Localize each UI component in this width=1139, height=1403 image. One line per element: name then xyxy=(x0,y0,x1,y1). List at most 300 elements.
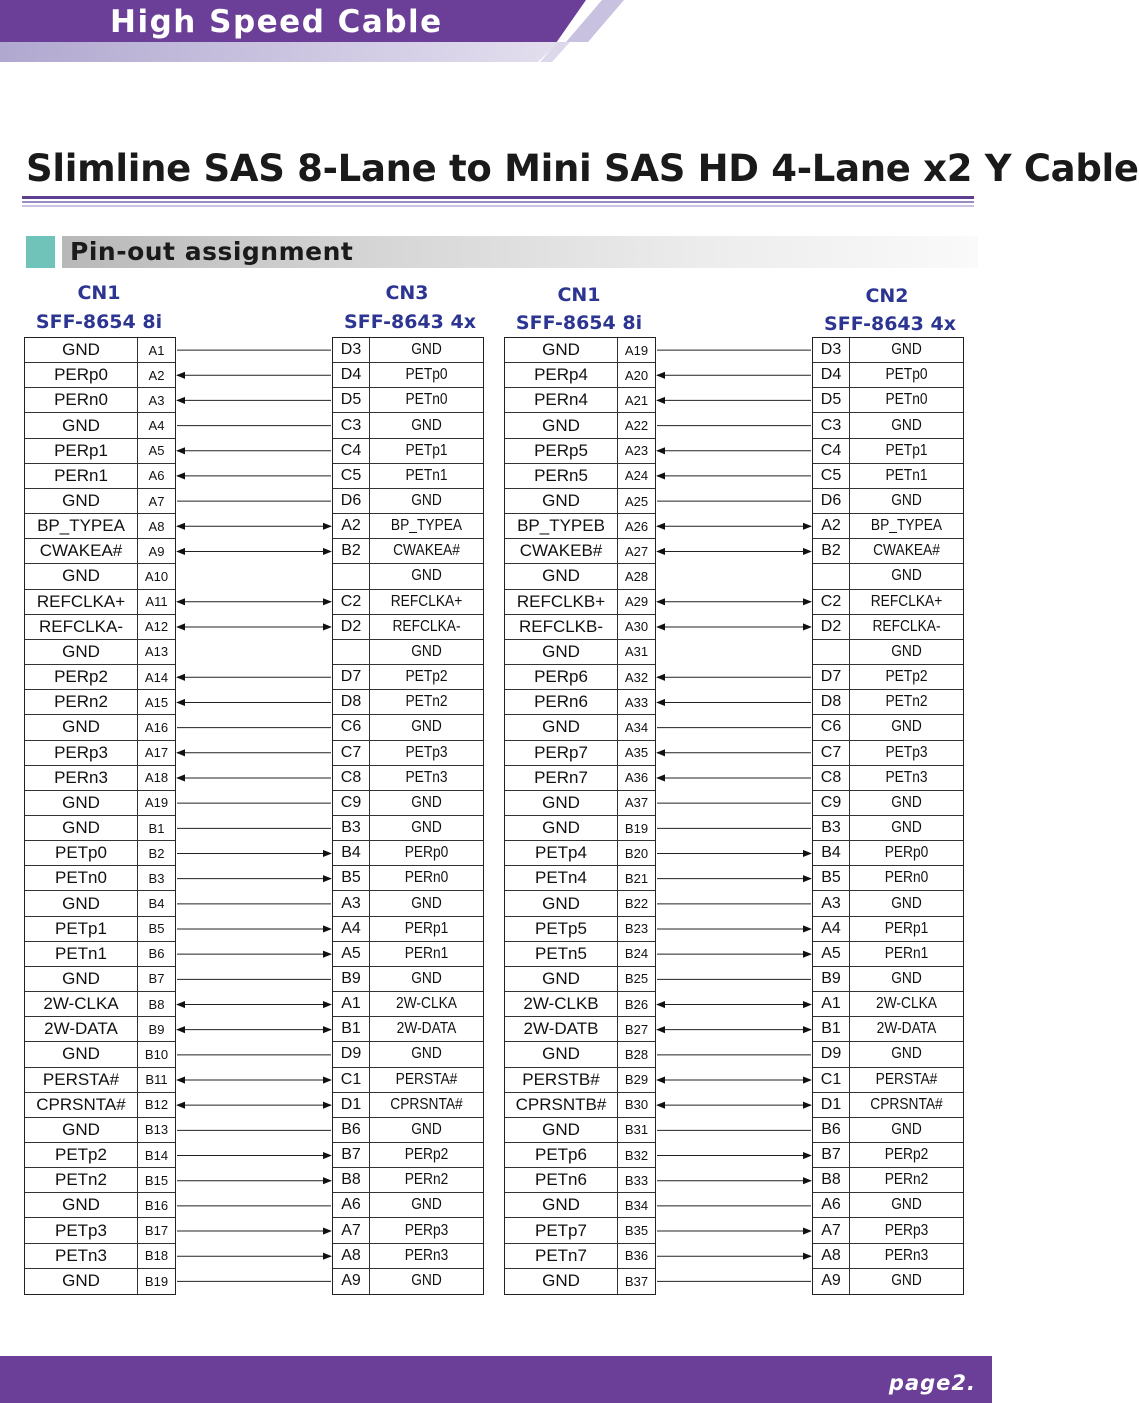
signal-name: CPRSNTA# xyxy=(36,1094,126,1114)
signal-name: PETp1 xyxy=(55,918,107,938)
pin-number: A9 xyxy=(333,1269,370,1294)
signal-name: GND xyxy=(891,1272,922,1290)
pin-number: A22 xyxy=(617,413,655,437)
pin-number: B27 xyxy=(617,1017,655,1041)
pin-number: A19 xyxy=(137,791,175,815)
signal-name: CWAKEA# xyxy=(393,542,460,560)
signal-name: PERp0 xyxy=(404,844,449,862)
signal-name: PERp3 xyxy=(884,1221,929,1239)
pin-number: B6 xyxy=(137,942,175,966)
signal-name: GND xyxy=(62,818,100,838)
pin-number: A7 xyxy=(333,1218,370,1242)
pin-number: A36 xyxy=(617,766,655,790)
pin-number: A34 xyxy=(617,715,655,739)
page-number: page2. xyxy=(888,1371,976,1395)
signal-name: GND xyxy=(542,893,580,913)
pin-number: A5 xyxy=(813,942,850,966)
pin-number: B23 xyxy=(617,917,655,941)
pin-number: B28 xyxy=(617,1042,655,1066)
pin-number: A1 xyxy=(813,992,850,1016)
pin-number: A7 xyxy=(137,489,175,513)
signal-name: GND xyxy=(542,340,580,360)
signal-name: REFCLKA- xyxy=(38,616,124,636)
signal-name: PERp6 xyxy=(534,667,588,687)
connector-type: SFF-8643 4x xyxy=(824,313,956,335)
signal-name: PERn3 xyxy=(404,1246,449,1264)
pin-number: A4 xyxy=(137,413,175,437)
signal-name: PETn3 xyxy=(55,1245,107,1265)
signal-name: GND xyxy=(542,491,580,511)
pin-number: D5 xyxy=(813,388,850,412)
signal-name: PERn4 xyxy=(534,390,588,410)
pin-number: A28 xyxy=(617,564,655,588)
signal-name: PERp0 xyxy=(884,844,929,862)
pin-number: A31 xyxy=(617,640,655,664)
pin-number: C7 xyxy=(813,741,850,765)
pin-number: B31 xyxy=(617,1118,655,1142)
signal-name: GND xyxy=(62,968,100,988)
pin-number: A19 xyxy=(617,338,655,362)
signal-name: 2W-CLKA xyxy=(396,995,457,1013)
signal-name: PERSTB# xyxy=(522,1069,600,1089)
signal-name: GND xyxy=(411,1272,442,1290)
pin-number: A8 xyxy=(813,1244,850,1268)
signal-name: GND xyxy=(891,492,922,510)
pin-number: A5 xyxy=(333,942,370,966)
signal-name: GND xyxy=(62,566,100,586)
pin-number: C4 xyxy=(333,439,370,463)
signal-name: GND xyxy=(542,818,580,838)
pin-number: B5 xyxy=(813,866,850,890)
signal-name: REFCLKB- xyxy=(518,616,604,636)
signal-name: PERn2 xyxy=(884,1171,929,1189)
pin-number: A14 xyxy=(137,665,175,689)
pin-number: B11 xyxy=(137,1068,175,1092)
pin-number: B9 xyxy=(813,967,850,991)
signal-name: GND xyxy=(542,1119,580,1139)
signal-name: PERn0 xyxy=(404,869,449,887)
signal-name: PERn6 xyxy=(534,692,588,712)
signal-name: PERn1 xyxy=(404,944,449,962)
signal-name: PERn2 xyxy=(54,692,108,712)
signal-name: PERp2 xyxy=(54,667,108,687)
pin-number: C8 xyxy=(813,766,850,790)
pin-number: C8 xyxy=(333,766,370,790)
pin-number: A23 xyxy=(617,439,655,463)
signal-name: 2W-DATA xyxy=(44,1019,118,1039)
signal-name: PERp1 xyxy=(54,440,108,460)
pin-number: B9 xyxy=(333,967,370,991)
pin-number: B18 xyxy=(137,1244,175,1268)
signal-name: REFCLKA- xyxy=(392,617,461,635)
signal-name: GND xyxy=(62,1119,100,1139)
signal-name: GND xyxy=(542,792,580,812)
signal-name: PETn7 xyxy=(535,1245,587,1265)
signal-name: GND xyxy=(891,1045,922,1063)
signal-name: PETp3 xyxy=(405,743,448,761)
signal-name: GND xyxy=(542,566,580,586)
connector-name: CN3 xyxy=(385,282,429,304)
pin-number: A33 xyxy=(617,690,655,714)
pin-number: B4 xyxy=(333,841,370,865)
signal-name: GND xyxy=(891,642,922,660)
pin-number: B25 xyxy=(617,967,655,991)
signal-name: PERSTA# xyxy=(875,1070,938,1088)
connector-type: SFF-8654 8i xyxy=(35,311,163,333)
pin-number: B5 xyxy=(137,917,175,941)
pin-number: B3 xyxy=(333,816,370,840)
signal-name: GND xyxy=(891,1120,922,1138)
pin-number: A27 xyxy=(617,539,655,563)
pin-number: B21 xyxy=(617,866,655,890)
signal-name: GND xyxy=(542,717,580,737)
page-title: Slimline SAS 8-Lane to Mini SAS HD 4-Lane x2 Y Cable xyxy=(26,147,1139,190)
pin-number: A21 xyxy=(617,388,655,412)
pin-number: A8 xyxy=(333,1244,370,1268)
pin-number: B26 xyxy=(617,992,655,1016)
pin-number: D9 xyxy=(333,1042,370,1066)
pin-number: C2 xyxy=(813,590,850,614)
pin-number: B3 xyxy=(137,866,175,890)
pin-number: C6 xyxy=(813,715,850,739)
pin-number: B6 xyxy=(813,1118,850,1142)
pin-number: B16 xyxy=(137,1193,175,1217)
pin-number: B9 xyxy=(137,1017,175,1041)
signal-name: GND xyxy=(62,717,100,737)
pin-number: A12 xyxy=(137,615,175,639)
signal-name: 2W-CLKA xyxy=(876,995,937,1013)
signal-name: GND xyxy=(62,1271,100,1291)
signal-name: PETp3 xyxy=(885,743,928,761)
pin-number: C6 xyxy=(333,715,370,739)
pin-number: B8 xyxy=(333,1168,370,1192)
signal-name: GND xyxy=(542,1044,580,1064)
pin-number: A15 xyxy=(137,690,175,714)
pin-number: B7 xyxy=(333,1143,370,1167)
pin-number: B30 xyxy=(617,1093,655,1117)
pin-number: B32 xyxy=(617,1143,655,1167)
signal-name: GND xyxy=(411,894,442,912)
signal-name: GND xyxy=(891,894,922,912)
connector-type: SFF-8654 8i xyxy=(515,312,643,334)
signal-name: GND xyxy=(62,1044,100,1064)
pin-number: B7 xyxy=(813,1143,850,1167)
section-title: Pin-out assignment xyxy=(70,237,354,266)
pin-number: B1 xyxy=(813,1017,850,1041)
signal-name: PERn5 xyxy=(534,465,588,485)
pin-number: A20 xyxy=(617,363,655,387)
signal-name: PETp0 xyxy=(405,366,448,384)
pin-number: B33 xyxy=(617,1168,655,1192)
pin-number: B22 xyxy=(617,891,655,915)
signal-name: PETp0 xyxy=(55,843,107,863)
pin-number: B36 xyxy=(617,1244,655,1268)
pin-number: D2 xyxy=(813,615,850,639)
pin-number: B19 xyxy=(137,1269,175,1294)
pin-number: C2 xyxy=(333,590,370,614)
signal-name: GND xyxy=(411,1120,442,1138)
signal-name: 2W-CLKA xyxy=(43,994,119,1014)
pin-number: B20 xyxy=(617,841,655,865)
signal-name: GND xyxy=(891,793,922,811)
pin-number: B2 xyxy=(813,539,850,563)
pin-number: A1 xyxy=(137,338,175,362)
signal-name: BP_TYPEB xyxy=(517,516,605,536)
pin-number: A2 xyxy=(813,514,850,538)
pin-number: A18 xyxy=(137,766,175,790)
signal-name: GND xyxy=(411,819,442,837)
pin-number: A17 xyxy=(137,741,175,765)
signal-name: PERp3 xyxy=(404,1221,449,1239)
pin-number: B24 xyxy=(617,942,655,966)
connector-name: CN2 xyxy=(865,285,909,307)
signal-name: PETp3 xyxy=(55,1220,107,1240)
pin-number: A11 xyxy=(137,590,175,614)
pin-number: B1 xyxy=(137,816,175,840)
pin-number: A7 xyxy=(813,1218,850,1242)
pin-number: D5 xyxy=(333,388,370,412)
signal-name: BP_TYPEA xyxy=(870,517,943,535)
signal-name: PETn1 xyxy=(405,466,448,484)
pin-number: B14 xyxy=(137,1143,175,1167)
pin-number: A6 xyxy=(813,1193,850,1217)
pin-number: B29 xyxy=(617,1068,655,1092)
pin-number: A9 xyxy=(137,539,175,563)
pin-number: B2 xyxy=(137,841,175,865)
pin-number: C5 xyxy=(333,464,370,488)
pin-number: A30 xyxy=(617,615,655,639)
signal-name: PETp4 xyxy=(535,843,587,863)
signal-name: BP_TYPEA xyxy=(37,516,125,536)
signal-name: PETn5 xyxy=(535,943,587,963)
signal-name: GND xyxy=(542,415,580,435)
pin-number: B4 xyxy=(137,891,175,915)
signal-name: PETp2 xyxy=(885,668,928,686)
pin-number: A26 xyxy=(617,514,655,538)
pin-number: D6 xyxy=(333,489,370,513)
connector-name: CN1 xyxy=(557,284,601,306)
pin-number: A3 xyxy=(333,891,370,915)
signal-name: REFCLKB+ xyxy=(516,591,606,611)
signal-name: PETp1 xyxy=(885,441,928,459)
pin-number: A37 xyxy=(617,791,655,815)
footer-bar xyxy=(0,1356,992,1403)
signal-name: PETn1 xyxy=(885,466,928,484)
pin-number: B12 xyxy=(137,1093,175,1117)
signal-name: GND xyxy=(411,492,442,510)
pin-number: D3 xyxy=(333,338,370,362)
pin-number: B34 xyxy=(617,1193,655,1217)
pin-number: C9 xyxy=(333,791,370,815)
signal-name: PERn7 xyxy=(534,767,588,787)
signal-name: GND xyxy=(411,416,442,434)
signal-name: GND xyxy=(891,969,922,987)
signal-name: GND xyxy=(62,893,100,913)
signal-name: PETp6 xyxy=(535,1145,587,1165)
pin-number: B8 xyxy=(813,1168,850,1192)
signal-name: PETn2 xyxy=(55,1170,107,1190)
signal-name: GND xyxy=(62,415,100,435)
signal-name: GND xyxy=(542,1195,580,1215)
signal-name: GND xyxy=(542,968,580,988)
signal-name: GND xyxy=(411,1045,442,1063)
pin-number: B19 xyxy=(617,816,655,840)
pin-number: A2 xyxy=(333,514,370,538)
signal-name: PERp7 xyxy=(534,742,588,762)
signal-name: PETn0 xyxy=(885,391,928,409)
pin-number: D1 xyxy=(813,1093,850,1117)
pin-number: D6 xyxy=(813,489,850,513)
signal-name: PETn2 xyxy=(885,693,928,711)
signal-name: CWAKEB# xyxy=(519,541,603,561)
signal-name: GND xyxy=(891,819,922,837)
pin-number: A10 xyxy=(137,564,175,588)
pin-number: C3 xyxy=(333,413,370,437)
pin-number: C5 xyxy=(813,464,850,488)
pin-number: B10 xyxy=(137,1042,175,1066)
signal-name: PETn2 xyxy=(405,693,448,711)
signal-name: PERp1 xyxy=(404,919,449,937)
signal-name: REFCLKA- xyxy=(872,617,941,635)
signal-name: PERn3 xyxy=(54,767,108,787)
signal-name: PERp4 xyxy=(534,365,588,385)
pin-number: A2 xyxy=(137,363,175,387)
signal-name: GND xyxy=(411,718,442,736)
signal-name: CWAKEA# xyxy=(39,541,123,561)
signal-name: PETn0 xyxy=(405,391,448,409)
signal-name: GND xyxy=(891,1196,922,1214)
pin-number: C7 xyxy=(333,741,370,765)
signal-name: GND xyxy=(542,1271,580,1291)
signal-name: PERSTA# xyxy=(395,1070,458,1088)
pin-number: D7 xyxy=(333,665,370,689)
signal-name: CPRSNTA# xyxy=(870,1095,943,1113)
pin-number: A6 xyxy=(333,1193,370,1217)
pin-number: C1 xyxy=(813,1068,850,1092)
signal-name: GND xyxy=(891,341,922,359)
pin-number: A35 xyxy=(617,741,655,765)
connector-type: SFF-8643 4x xyxy=(344,311,476,333)
pin-number: B5 xyxy=(333,866,370,890)
pin-number: B17 xyxy=(137,1218,175,1242)
signal-name: GND xyxy=(62,1195,100,1215)
signal-name: PERp2 xyxy=(404,1146,449,1164)
signal-name: GND xyxy=(411,793,442,811)
signal-name: GND xyxy=(891,567,922,585)
pin-number: D9 xyxy=(813,1042,850,1066)
pin-number: A4 xyxy=(813,917,850,941)
pin-number: D2 xyxy=(333,615,370,639)
pin-number: A9 xyxy=(813,1269,850,1294)
signal-name: REFCLKA+ xyxy=(36,591,126,611)
signal-name: GND xyxy=(411,969,442,987)
signal-name: CPRSNTB# xyxy=(515,1094,607,1114)
pin-number: D8 xyxy=(333,690,370,714)
signal-name: PETp7 xyxy=(535,1220,587,1240)
pin-number: B1 xyxy=(333,1017,370,1041)
pin-number: A25 xyxy=(617,489,655,513)
header-banner-text: High Speed Cable xyxy=(110,4,443,40)
signal-name: PERp5 xyxy=(534,440,588,460)
connector-name: CN1 xyxy=(77,282,121,304)
signal-name: CWAKEA# xyxy=(873,542,940,560)
signal-name: PERn2 xyxy=(404,1171,449,1189)
pin-number: A13 xyxy=(137,640,175,664)
pin-number: B13 xyxy=(137,1118,175,1142)
pin-number: D8 xyxy=(813,690,850,714)
signal-name: GND xyxy=(62,641,100,661)
pin-number: B2 xyxy=(333,539,370,563)
pin-number: A24 xyxy=(617,464,655,488)
signal-name: GND xyxy=(411,341,442,359)
signal-name: PETp2 xyxy=(55,1145,107,1165)
pin-number: D4 xyxy=(813,363,850,387)
signal-name: PETp0 xyxy=(885,366,928,384)
signal-name: 2W-DATB xyxy=(523,1019,599,1039)
pin-number: B15 xyxy=(137,1168,175,1192)
signal-name: PETn0 xyxy=(55,868,107,888)
pin-number: A4 xyxy=(333,917,370,941)
pin-number: A3 xyxy=(813,891,850,915)
pin-number: D1 xyxy=(333,1093,370,1117)
pin-number: A5 xyxy=(137,439,175,463)
signal-name: PETn6 xyxy=(535,1170,587,1190)
pin-number: A6 xyxy=(137,464,175,488)
signal-name: 2W-CLKB xyxy=(523,994,599,1014)
pin-number: C3 xyxy=(813,413,850,437)
signal-name: GND xyxy=(62,491,100,511)
signal-name: CPRSNTA# xyxy=(390,1095,463,1113)
signal-name: PERp2 xyxy=(884,1146,929,1164)
signal-name: PETn1 xyxy=(55,943,107,963)
signal-name: GND xyxy=(891,718,922,736)
pin-number: C9 xyxy=(813,791,850,815)
signal-name: PERn0 xyxy=(884,869,929,887)
pin-number: B8 xyxy=(137,992,175,1016)
signal-name: GND xyxy=(411,567,442,585)
signal-name: PERp1 xyxy=(884,919,929,937)
pin-number: D4 xyxy=(333,363,370,387)
pin-number: B3 xyxy=(813,816,850,840)
signal-name: PETn3 xyxy=(405,768,448,786)
signal-name: PERp0 xyxy=(54,365,108,385)
pin-number: A16 xyxy=(137,715,175,739)
pin-number: C1 xyxy=(333,1068,370,1092)
pin-number: D7 xyxy=(813,665,850,689)
pin-number: B35 xyxy=(617,1218,655,1242)
pin-number: A1 xyxy=(333,992,370,1016)
signal-name: PERp3 xyxy=(54,742,108,762)
pin-number: B6 xyxy=(333,1118,370,1142)
signal-name: BP_TYPEA xyxy=(390,517,463,535)
signal-name: PERn1 xyxy=(884,944,929,962)
pin-number: A32 xyxy=(617,665,655,689)
signal-name: PETn4 xyxy=(535,868,587,888)
pin-number: B4 xyxy=(813,841,850,865)
signal-name: PETn3 xyxy=(885,768,928,786)
pin-number: A8 xyxy=(137,514,175,538)
signal-name: PETp5 xyxy=(535,918,587,938)
pin-number: B7 xyxy=(137,967,175,991)
signal-name: GND xyxy=(62,792,100,812)
pin-number: C4 xyxy=(813,439,850,463)
signal-name: GND xyxy=(891,416,922,434)
signal-name: GND xyxy=(411,1196,442,1214)
signal-name: 2W-DATA xyxy=(396,1020,457,1038)
pin-number: D3 xyxy=(813,338,850,362)
signal-name: GND xyxy=(542,641,580,661)
signal-name: PERn1 xyxy=(54,465,108,485)
